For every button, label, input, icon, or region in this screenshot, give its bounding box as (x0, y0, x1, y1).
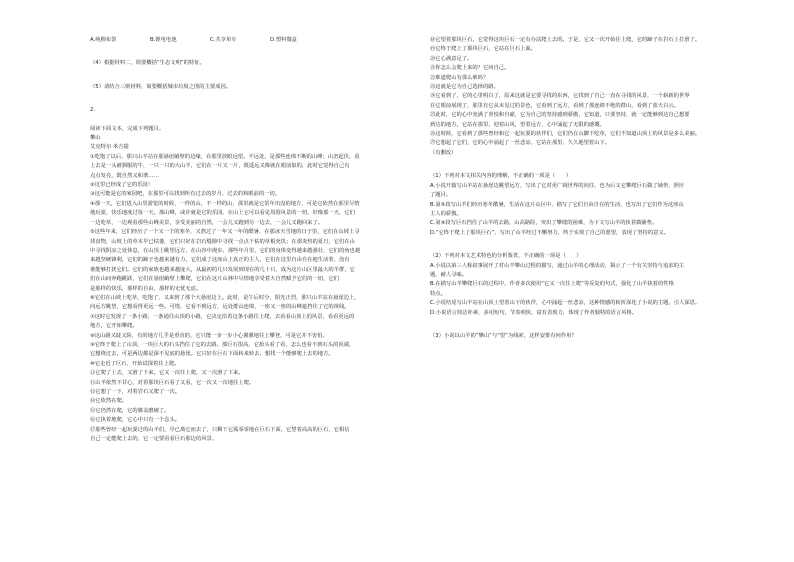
option-line: 特点。 (430, 290, 446, 297)
passage-line: 地方，它开始攀爬。 (90, 323, 138, 330)
passage-line: 上去是一头被驯服的牛，一只一只的大山羊，它们在一片又一片，既遥远又像就在眼前似的，此时它觉得自己有 (90, 163, 350, 170)
option-line: 题，耐人寻味。 (430, 271, 468, 278)
passage-line: ⑭它依然在爬。 (90, 398, 128, 405)
passage-line: ㉓这就是它为自己选择的路。 (430, 84, 499, 91)
passage-author: 艾克特尔·米吉提 (90, 144, 129, 151)
option-line: C.小说结尾写山羊站在山顶上望着山下的伙伴，心中涌起一丝悲凉，这种情感的转折深化了小说的主题，引人深思。 (430, 300, 701, 307)
question-1: （1）下列对本文相关内容的理解，不正确的一项是（ ） (430, 173, 572, 180)
question-number: 2. (90, 107, 96, 114)
option-line: D.“它终于爬上了那块巨石”，写出了山羊经过不懈努力，终于实现了自己的愿望，表现了坚持的意义。 (430, 229, 670, 236)
passage-line: ⑱它望着那块巨石，它觉得这块巨石一定有办法爬上去的。于是，它又一次开始往上爬，它的蹄子在岩石上打滑了。 (430, 37, 701, 43)
source-note: （有删改） (430, 149, 457, 156)
option-line: A.小说开篇写山羊站在悬崖边眺望远方，写出了它对更广阔世界的向往，也为后文它攀爬巨石做了铺垫，照应 (430, 182, 685, 189)
option-d: D.塑料餐盒 (270, 37, 297, 43)
passage-line: ①吃饱了以后，那只山羊站在那悬崖峭壁的边缘，在那里放眼远望。不远处，是那些连绵不断的山峰；山峦起伏，看 (90, 153, 360, 160)
passage-line: ⑬它想了一下，对着岩石又爬了一次。 (90, 389, 181, 395)
answer-options (90, 36, 412, 45)
passage-line: ㉔它看到了，它的心里明白了，原来这就是它要寻找的东西，它找到了自己一直在寻找的风景，一个崭新的世界 (430, 93, 690, 100)
passage-line: 们在山间奔跑跳跃，它们在悬崖峭壁上攀爬，它们在这片山林中尽情地享受着大自然赋予它们的一切，它们 (90, 276, 339, 283)
passage-line: ㉒难道爬山有那么难吗？ (430, 74, 489, 81)
option-line: B.第⑤段写山羊们经历寒冬酷暑，生活在这片山区中，描写了它们自由自在的生活，也写出了它们作为这座山 (430, 201, 684, 208)
passage-line: ⑲它终于爬上了那块巨石，它站在巨石上面。 (430, 46, 536, 53)
passage-line: ⑮它仍然在爬，它的膝盖磨破了。 (90, 407, 170, 414)
passage-line: 来越坚硬锋利，它们的蹄子也越来越有力，它们成了这座山上真正的主人，它们在这里自由自在地生活着，没有 (90, 257, 350, 264)
passage-title: 攀山 (90, 135, 101, 142)
passage-line: 一边吃草，一边观看那些山峰美景，享受美丽的自然，一会儿又跑到另一边去，一会儿又跑回来了。 (90, 219, 324, 226)
option-line: C.第⑨段写巨石挡住了山羊的去路，山高路险，突出了攀爬的困难，为下文写山羊的执着做铺垫。 (430, 220, 658, 227)
question-2: （2）下列对本文艺术特色的分析鉴赏，不正确的一项是（ ） (430, 253, 582, 260)
passage-continuation (430, 36, 780, 149)
passage-line: ②这里已经成了它的乐园！ (90, 182, 154, 189)
passage-line: ⑨它终于爬上了山顶，一块巨大的石头挡住了它的去路。那巨石很高，它抬头看了看，怎么也看不到石头的顶端， (90, 341, 355, 348)
passage-line: ㉖这时候，它看到了那些曾经和它一起玩耍的伙伴们，它们仍在山脚下吃草，它们不知道山顶上的风景是多么美丽。 (430, 131, 701, 138)
passage-line: ⑤这些年来，它们经历了一个又一个的寒冬，又熬过了一年又一年的酷暑，在那冰天雪地的日子里，它们在山坡上寻 (90, 229, 360, 236)
passage-line: ⑦这时它发现了一条小路，一条通往山顶的小路，它决定沿着这条小路往上爬，去看看山顶上的风景，看看更远的 (90, 313, 355, 320)
passage-line: ㉑你怎么会爬上来的？它问自己。 (430, 65, 510, 72)
passage-line: ③这可能是它的家园吧，在那里可以找到所有过去的岁月、过去的和眼前的一切。 (90, 191, 281, 198)
passage-line: ⑪它爬了上去，又滑了下来。它又一次往上爬，又一次滑了下来。 (90, 370, 244, 377)
option-line: D.小说语言简洁朴素，多用短句，节奏明快，富有表现力，体现了作者独特的语言风格。 (430, 309, 638, 316)
passage-line: 到达的地方。它站在那里，迎着山风，望着远方，心中涌起了无限的感慨。 (430, 121, 605, 128)
question-4: （4）根据材料二，简要概括“生态文明”的特征。 (90, 60, 205, 67)
passage-line: ④那一天，它们进入山里游览的时候，一样的山，不一样的山，那里就是它常年出没的地方，可是它依然在那里尽情 (90, 200, 360, 207)
passage-body (90, 153, 412, 445)
option-a: A.纯棉布袋 (90, 37, 117, 43)
passage-line: 中寻找阴凉之处休息，在山顶上眺望远方，在山谷中漫步。那些年月里，它们的身体变得越来越强壮，它们的角也越 (90, 247, 361, 254)
question-1-options (430, 182, 780, 238)
passage-line: ⑯它执着地爬，它心中只有一个念头。 (90, 417, 181, 424)
left-column (90, 36, 412, 444)
right-column (430, 36, 780, 341)
passage-line: ㉕此时，它的心中充满了喜悦和自豪，它为自己的坚持感到骄傲，它知道，只要坚持，就一定能够到达自己想要 (430, 112, 690, 119)
option-line: B.在描写山羊攀爬巨石的过程中，作者多次使用“它又一次往上爬”等反复的句式，强化了山羊执着的性格 (430, 281, 674, 288)
option-line: 了题目。 (430, 192, 452, 199)
option-b: B.锂电电池 (150, 37, 177, 43)
passage-line: ⑳它心满意足了。 (430, 55, 473, 62)
question-2-options (430, 262, 780, 318)
passage-line: ⑧这山路又陡又险，有的地方几乎是垂直的，它只能一步一步小心翼翼地往上攀登，可是它并不害怕。 (90, 332, 328, 339)
passage-line: 在它眼前展现了，那里有它从未见过的景色，它看到了远方，看到了那连绵不绝的群山，看到了蓝天白云。 (430, 102, 679, 109)
passage-line: ⑩它走近了巨石，开始试探着往上爬。 (90, 360, 180, 367)
passage-line: 找食物，山坡上的草木早已枯萎，它们只好在岩石缝隙中寻找一点点干枯的草根充饥；在那炎热的夏日，它们在山 (90, 238, 355, 245)
question-5: （5）请结合三则材料，简要概括城市垃圾之围的主要成因。 (90, 83, 232, 90)
passage-line: 是那样的快乐，那样的自由，那样的无忧无虑。 (90, 285, 202, 292)
passage-line: 它想绕过去，可是两边都是深不见底的悬崖。它只好在巨石下面转来转去，想找一个能够爬上去的地方。 (90, 351, 334, 358)
passage-line: ㉗它想起了它们，它的心中涌起了一丝悲凉，它站在那里，久久地望着山下。 (430, 140, 611, 147)
instruction: 阅读下面文本，完成下列题目。 (90, 125, 165, 132)
passage-line: 点点发亮，既自然又和谐…… (90, 172, 159, 179)
option-line: A.小说以第三人称叙事展开了对山羊攀山过程的描写，通过山羊的心理活动，揭示了一个有关坚持与追求的主 (430, 262, 685, 269)
option-line: 主人的骄傲。 (430, 210, 462, 217)
passage-line: 谁能够打扰它们。它们的家族也越来越庞大，从最初的几只发展到现在的几十只，成为这片山区里最大的羊群，它 (90, 266, 355, 273)
passage-line: ⑰那些曾经一起玩耍过的山羊们，早已离它而去了，只剩下它孤零零地在巨石下面，它望着高高的巨石，它相信 (90, 426, 350, 433)
option-c: C.共享单车 (210, 37, 237, 43)
passage-line: 地玩耍，快乐地度过每一天。那山峰，或许就是它的乐园，在山上它可以看见周围风景的一切，好像那一天，它们 (90, 210, 355, 217)
passage-line: ⑫山羊依然不甘心，对着那块巨石看了又看，它一次又一次地往上爬。 (90, 379, 255, 386)
question-3: （3）小说以山羊的“攀山”与“望”为线索，这样安排有何作用？ (430, 332, 577, 339)
passage-line: 向远方眺望，它想看得更远一些。可惜，它看不到远方，远处群山连绵，一座又一座的山峰遮挡住了它的视线。 (90, 304, 350, 311)
passage-line: 自己一定能爬上去的，它一定要看看巨石那边的风景。 (90, 436, 218, 443)
passage-line: ⑥它们在山坡上吃草，吃饱了，又来到了那个大悬崖边上。此时，是午后时分，阳光正烈，那只山羊站在悬崖边上， (90, 294, 360, 301)
